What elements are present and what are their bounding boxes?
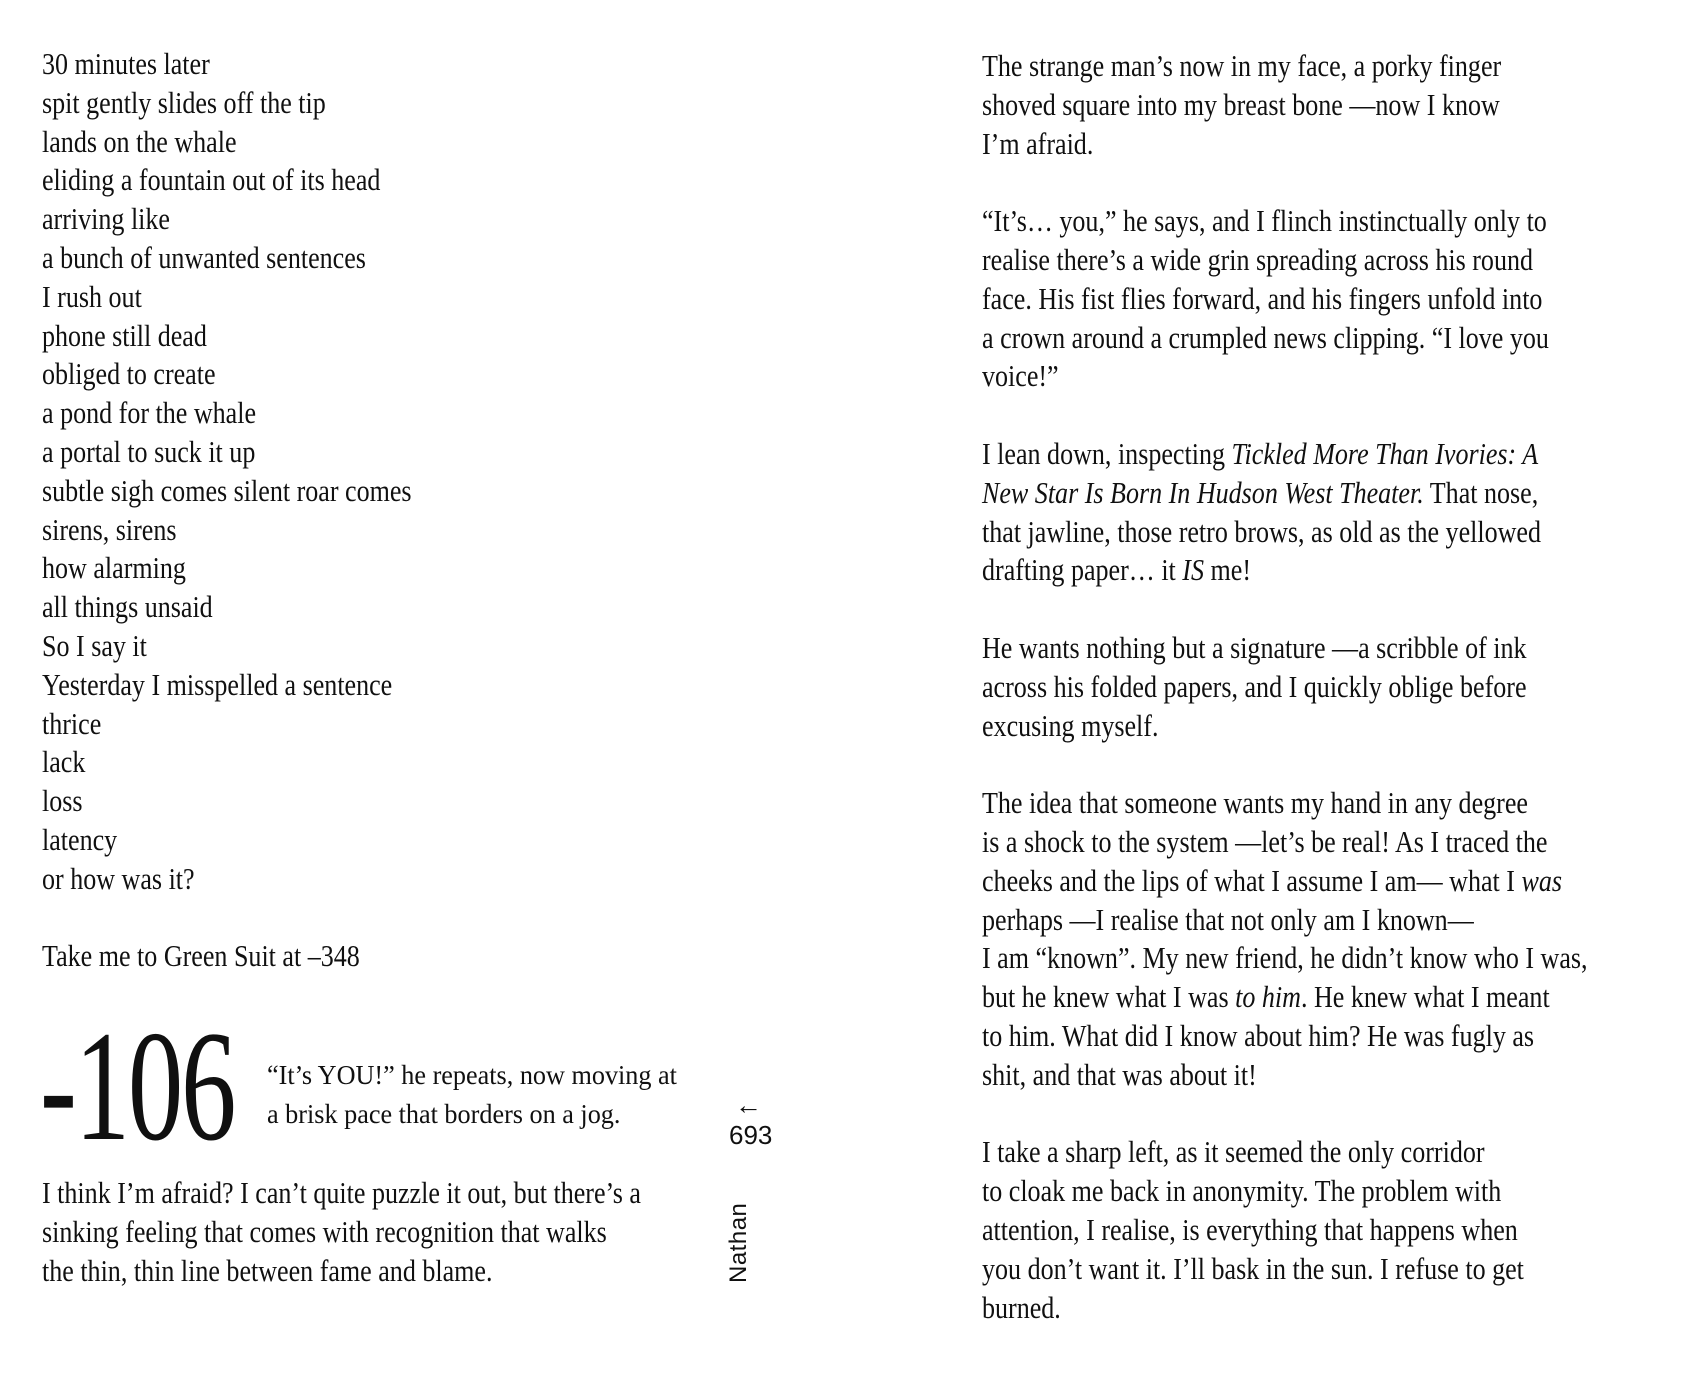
- section-paragraph: I think I’m afraid? I can’t quite puzzle it out, but there’s a sinking feeling that comes with recognition that walks the thin, thin line between fame and blame.: [42, 1175, 641, 1288]
- section-intro: “It’s YOU!” he repeats, now moving at a brisk pace that borders on a jog.: [267, 1060, 677, 1129]
- section-number: -106: [40, 999, 235, 1174]
- page-number: 693: [729, 1120, 773, 1150]
- prose-column: The strange man’s now in my face, a porky finger shoved square into my breast bone —now I know I’m afraid. “It’s… you,” he says, and I flinch instinctually only to realise there’s a wide grin spreading across his round face. His fist flies forward, and his fingers unfold into a crown around a crumpled news clipping. “I love you voice!” I lean down, inspecting Tickled More Than Ivories: A New Star Is Born In Hudson West Theater. That nose, that jawline, those retro brows, as old as the yellowed drafting paper… it IS me! He wants nothing but a signature —a scribble of ink across his folded papers, and I quickly oblige before excusing myself. The idea that someone wants my hand in any degree is a shock to the system —let’s be real! As I traced the cheeks and the lips of what I assume I am— what I was perhaps —I realise that not only am I known— I am “known”. My new friend, he didn’t know who I was, but he knew what I was to him. He knew what I meant to him. What did I know about him? He was fugly as shit, and that was about it! I take a sharp left, as it seemed the only corridor to cloak me back in anonymity. The problem with attention, I realise, is everything that happens when you don’t want it. I’ll bask in the sun. I refuse to get burned.: [982, 48, 1588, 1325]
- poem: 30 minutes later spit gently slides off the tip lands on the whale eliding a fountain out of its head arriving like a bunch of unwanted sentences I rush out phone still dead obliged to create a pond for the whale a portal to suck it up subtle sigh comes silent roar comes sirens, sirens how alarming all things unsaid So I say it Yesterday I misspelled a sentence thrice lack loss latency or how was it? Take me to Green Suit at –348: [42, 46, 412, 974]
- left-arrow-icon: ←: [735, 1090, 762, 1120]
- author-name-vertical: Nathan: [725, 1202, 752, 1283]
